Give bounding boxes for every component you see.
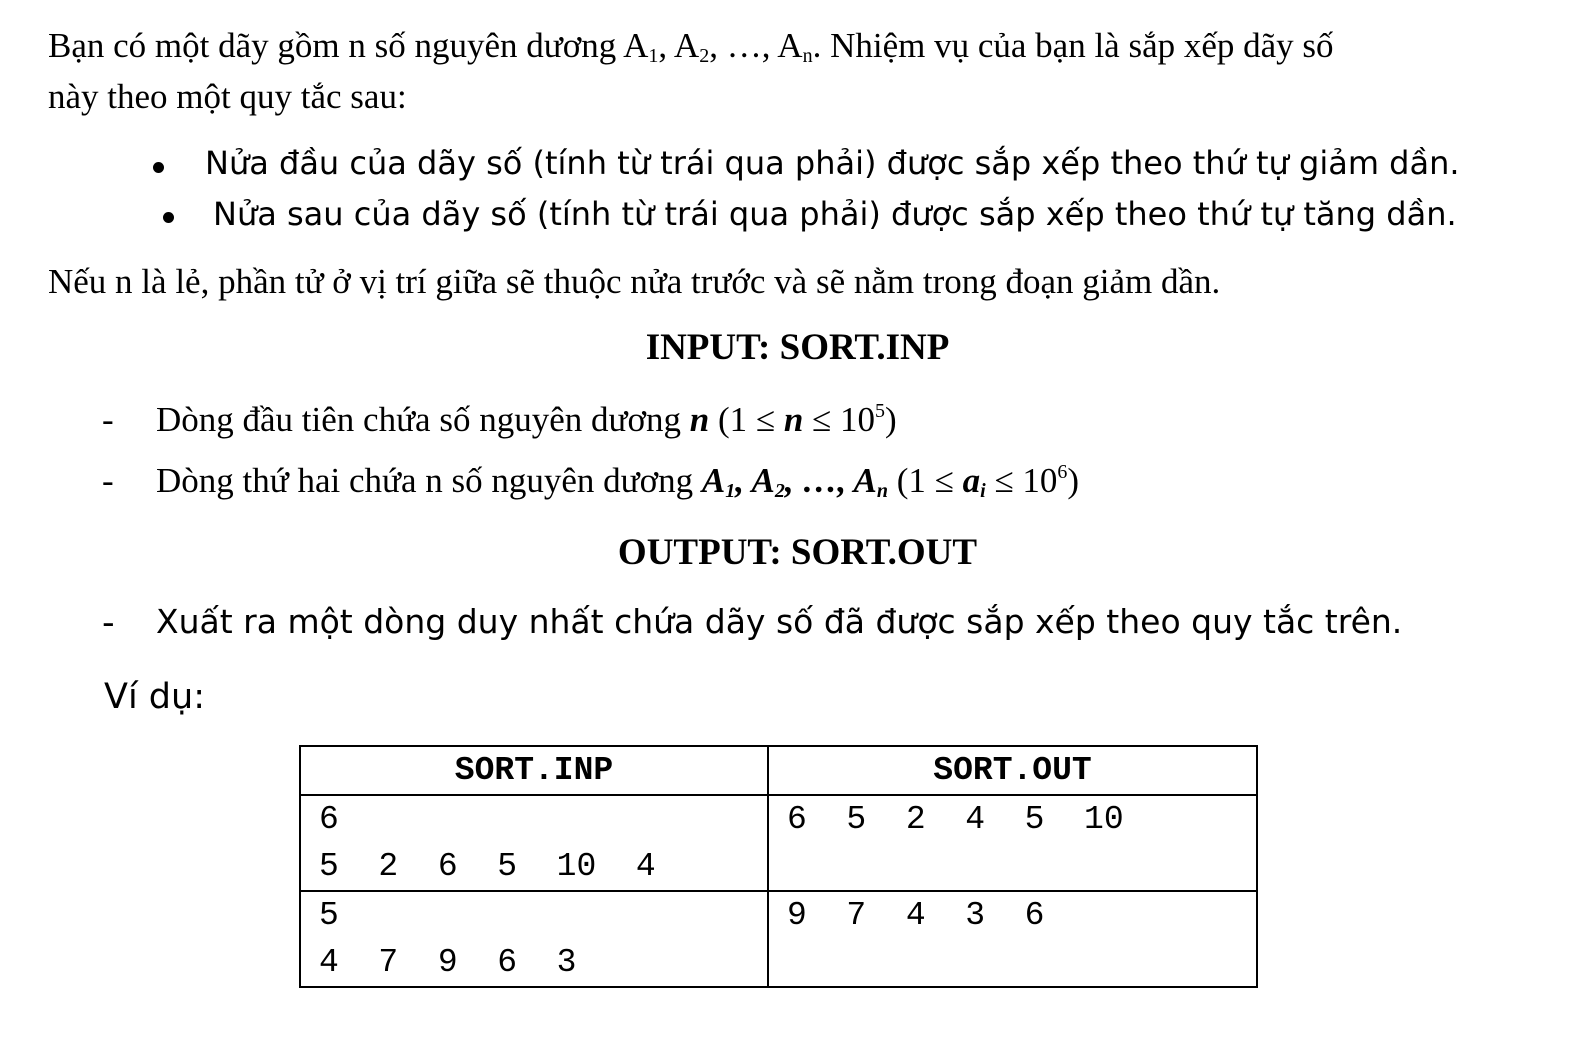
bullet-icon bbox=[153, 162, 164, 173]
header-sort-out: SORT.OUT bbox=[768, 746, 1257, 795]
subscript-n: n bbox=[802, 45, 813, 67]
exponent: 6 bbox=[1057, 461, 1068, 483]
odd-n-note: Nếu n là lẻ, phần tử ở vị trí giữa sẽ thuộc nửa trước và sẽ nằm trong đoạn giảm dần. bbox=[48, 262, 1221, 301]
cell-text: 6 5 2 4 5 10 bbox=[787, 801, 1124, 838]
range-close: ) bbox=[1067, 461, 1080, 500]
cell-text: 6 5 2 6 5 10 4 bbox=[319, 801, 656, 885]
table-row bbox=[300, 795, 1257, 891]
intro-line-1 bbox=[48, 26, 1334, 66]
subscript-1: 1 bbox=[648, 45, 659, 67]
range-var-a: a bbox=[962, 461, 981, 500]
separator: , …, bbox=[784, 461, 854, 500]
var-a: A bbox=[751, 461, 775, 500]
table-row bbox=[300, 891, 1257, 987]
input-line-1 bbox=[156, 400, 897, 440]
output-heading: OUTPUT: SORT.OUT bbox=[617, 532, 978, 573]
intro-text-end: . Nhiệm vụ của bạn là sắp xếp dãy số bbox=[812, 26, 1334, 65]
range-var-n: n bbox=[783, 400, 804, 439]
dash-marker: - bbox=[102, 400, 114, 439]
var-n: n bbox=[689, 400, 710, 439]
range-open: (1 ≤ bbox=[709, 400, 784, 439]
example-table bbox=[299, 745, 1258, 988]
var-a: A bbox=[853, 461, 877, 500]
separator: , …, A bbox=[709, 26, 803, 65]
table-cell-inp bbox=[300, 891, 768, 987]
subscript-2: 2 bbox=[699, 45, 710, 67]
cell-text: 5 4 7 9 6 3 bbox=[319, 897, 577, 981]
table-cell-out bbox=[768, 891, 1257, 987]
table-header-row bbox=[300, 746, 1257, 795]
dash-marker: - bbox=[102, 603, 115, 643]
table-cell-inp bbox=[300, 795, 768, 891]
table-cell-out bbox=[768, 795, 1257, 891]
cell-text: 9 7 4 3 6 bbox=[787, 897, 1045, 934]
rule-first-half: Nửa đầu của dãy số (tính từ trái qua phải) được sắp xếp theo thứ tự giảm dần. bbox=[205, 144, 1460, 182]
input-line-2 bbox=[156, 461, 1079, 501]
range-close: ) bbox=[885, 400, 897, 439]
bullet-icon bbox=[163, 212, 174, 223]
exponent: 5 bbox=[875, 400, 885, 422]
subscript-i: i bbox=[980, 480, 986, 502]
input-heading: INPUT: SORT.INP bbox=[645, 327, 950, 368]
separator: , A bbox=[658, 26, 700, 65]
input-line-1-text: Dòng đầu tiên chứa số nguyên dương bbox=[156, 400, 690, 439]
separator: , bbox=[735, 461, 752, 500]
subscript-n: n bbox=[876, 480, 889, 502]
range-bound: ≤ 10 bbox=[803, 400, 875, 439]
range-open: (1 ≤ bbox=[888, 461, 963, 500]
subscript-1: 1 bbox=[725, 480, 736, 502]
example-label: Ví dụ: bbox=[104, 677, 205, 717]
intro-line-2: này theo một quy tắc sau: bbox=[48, 77, 407, 116]
output-line-1: Xuất ra một dòng duy nhất chứa dãy số đã được sắp xếp theo quy tắc trên. bbox=[156, 602, 1403, 641]
subscript-2: 2 bbox=[774, 480, 785, 502]
range-bound: ≤ 10 bbox=[985, 461, 1058, 500]
header-sort-inp: SORT.INP bbox=[300, 746, 768, 795]
input-line-2-text: Dòng thứ hai chứa n số nguyên dương bbox=[156, 461, 702, 500]
rule-second-half: Nửa sau của dãy số (tính từ trái qua phải) được sắp xếp theo thứ tự tăng dần. bbox=[213, 195, 1457, 233]
var-a: A bbox=[701, 461, 726, 500]
dash-marker: - bbox=[102, 461, 114, 500]
intro-text: Bạn có một dãy gồm n số nguyên dương A bbox=[48, 26, 649, 65]
